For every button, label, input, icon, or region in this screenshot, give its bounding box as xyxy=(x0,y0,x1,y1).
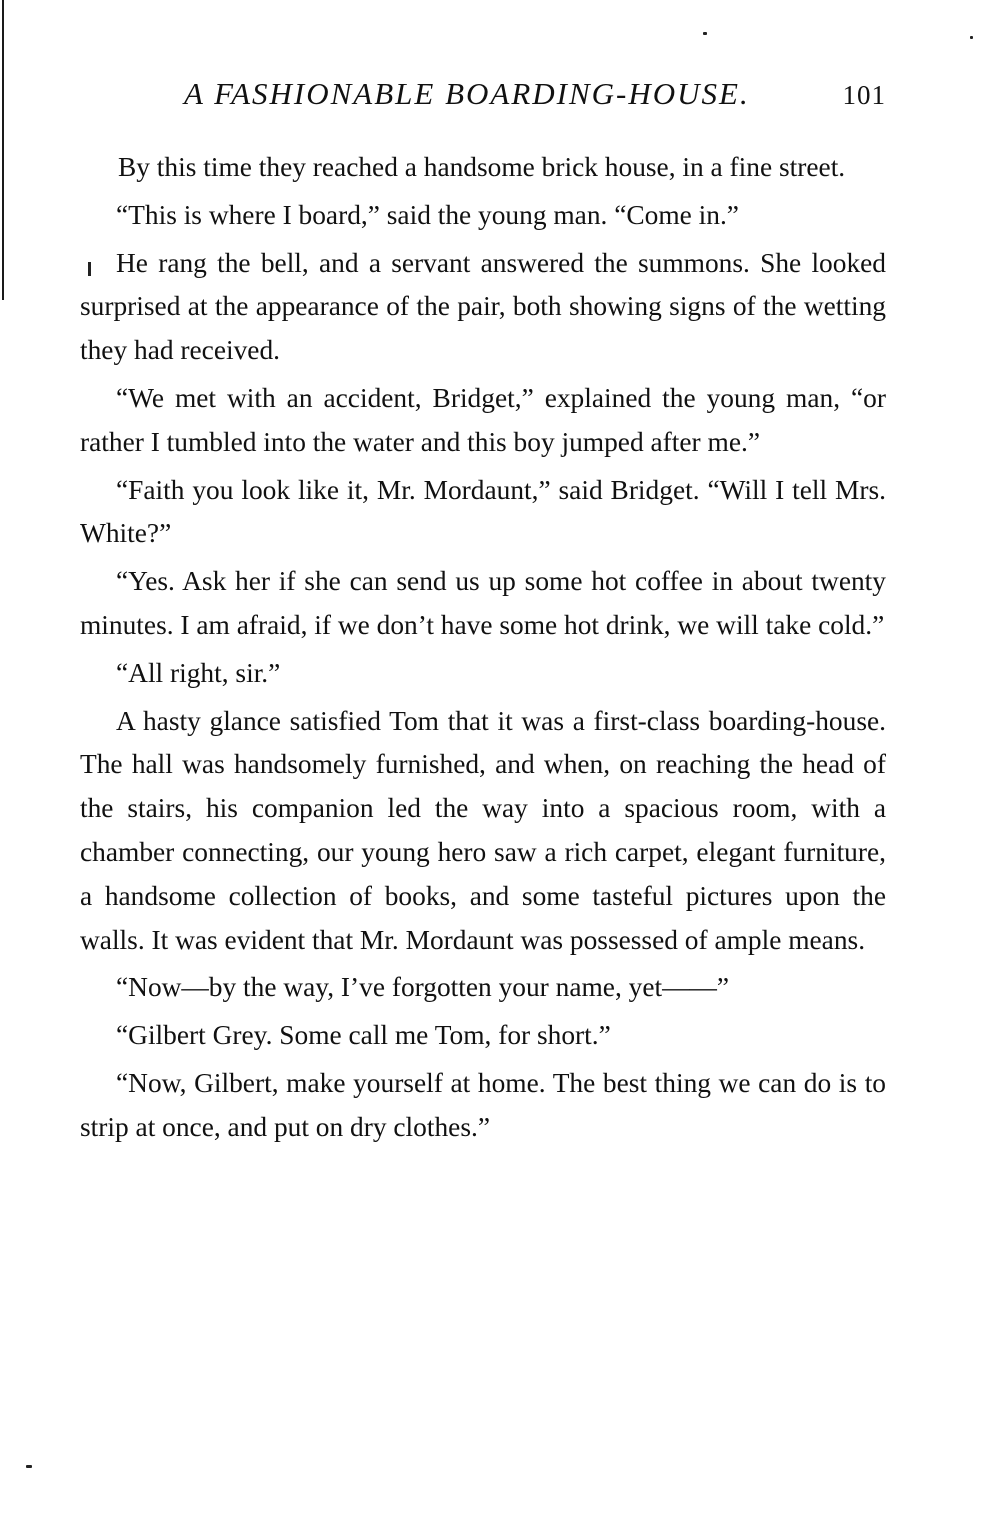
scan-speck xyxy=(970,36,973,39)
running-title: A FASHIONABLE BOARDING-HOUSE. xyxy=(184,76,750,111)
paragraph: “All right, sir.” xyxy=(116,657,281,688)
paragraph: “Gilbert Grey. Some call me Tom, for short.” xyxy=(116,1020,611,1051)
scan-speck xyxy=(703,32,707,35)
page-number: 101 xyxy=(842,80,886,110)
paragraph: “We met with an accident, Bridget,” explained the young man, “or rather I tumbled into the water and this boy jumped after me.” xyxy=(80,382,886,457)
paragraph: He rang the bell, and a servant answered the summons. She looked surprised at the appearance of the pair, both showing signs of the wetting they had received. xyxy=(80,247,886,366)
paragraph: “Now, Gilbert, make yourself at home. The best thing we can do is to strip at once, and put on dry clothes.” xyxy=(80,1067,886,1142)
paragraph: “Yes. Ask her if she can send us up some hot coffee in about twenty minutes. I am afraid, if we don’t have some hot drink, we will take cold.” xyxy=(80,566,886,640)
paragraph: “Now—by the way, I’ve forgotten your name, yet——” xyxy=(116,972,730,1003)
scan-speck xyxy=(26,1465,32,1468)
paragraph: “Faith you look like it, Mr. Mordaunt,” said Bridget. “Will I tell Mrs. White?” xyxy=(80,474,886,549)
page-header xyxy=(80,70,888,126)
paragraph: “This is where I board,” said the young man. “Come in.” xyxy=(116,199,739,230)
paragraph: A hasty glance satisfied Tom that it was a first-class boarding-house. The hall was handsomely furnished, and when, on reaching the head of the stairs, his companion led the way into a spacious room, with a chamber connecting, our young hero saw a rich carpet, elegant furniture, a handsome collection of books, and some tasteful pictures upon the walls. It was evident that Mr. Mordaunt was possessed of ample means. xyxy=(80,705,886,955)
paragraph: By this time they reached a handsome brick house, in a fine street. xyxy=(118,152,846,182)
body-text xyxy=(80,146,886,1154)
page-edge-rule xyxy=(2,0,4,300)
